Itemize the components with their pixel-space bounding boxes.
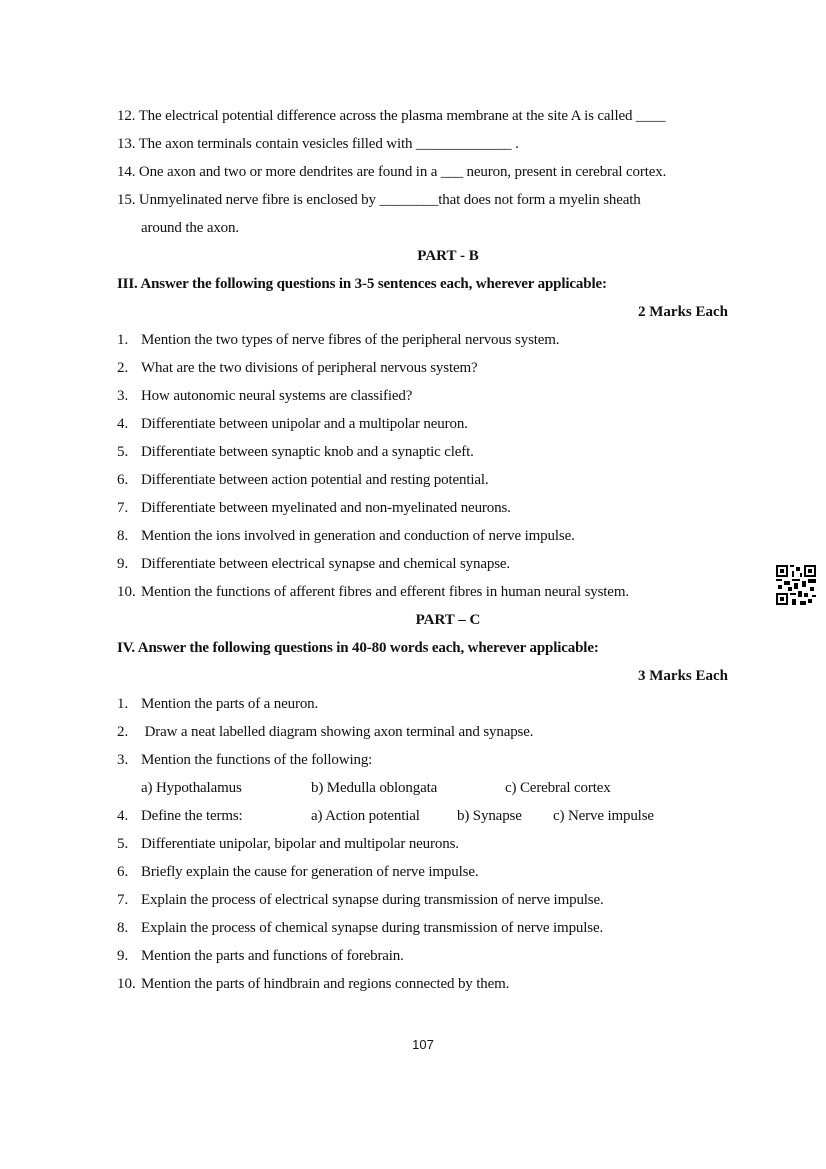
question-text: Differentiate between myelinated and non-myelinated neurons. [141, 500, 511, 516]
question-text: Differentiate unipolar, bipolar and multipolar neurons. [141, 836, 459, 852]
part-c-instruction: IV. Answer the following questions in 40-80 words each, wherever applicable: [117, 640, 599, 656]
question-text: Mention the parts of hindbrain and regions connected by them. [141, 976, 510, 992]
question-number: 6. [117, 864, 129, 880]
question-text: Mention the parts and functions of forebrain. [141, 948, 404, 964]
question-number: 2. [117, 360, 129, 376]
question-text: Mention the two types of nerve fibres of the peripheral nervous system. [141, 332, 560, 348]
question-14: 14. One axon and two or more dendrites are found in a ___ neuron, present in cerebral cortex. [117, 164, 667, 180]
question-number: 8. [117, 528, 129, 544]
question-text: Mention the ions involved in generation and conduction of nerve impulse. [141, 528, 575, 544]
part-c-marks: 3 Marks Each [638, 668, 728, 684]
question-number: 5. [117, 444, 129, 460]
question-number: 8. [117, 920, 129, 936]
question-text: How autonomic neural systems are classified? [141, 388, 413, 404]
question-text: Differentiate between action potential and resting potential. [141, 472, 489, 488]
question-number: 9. [117, 556, 129, 572]
question-text: Explain the process of chemical synapse during transmission of nerve impulse. [141, 920, 604, 936]
part-b-heading: PART - B [417, 248, 479, 264]
question-text: Mention the functions of afferent fibres and efferent fibres in human neural system. [141, 584, 629, 600]
question-text: What are the two divisions of peripheral nervous system? [141, 360, 478, 376]
question-number: 7. [117, 500, 129, 516]
option-c: c) Cerebral cortex [505, 780, 611, 796]
question-text: Differentiate between synaptic knob and a synaptic cleft. [141, 444, 474, 460]
question-number: 2. [117, 724, 129, 740]
option-c: c) Nerve impulse [553, 808, 654, 824]
question-text: Draw a neat labelled diagram showing axon terminal and synapse. [141, 724, 534, 740]
question-12: 12. The electrical potential difference across the plasma membrane at the site A is called ____ [117, 108, 666, 124]
question-text: Explain the process of electrical synapse during transmission of nerve impulse. [141, 892, 604, 908]
question-number: 1. [117, 696, 129, 712]
question-text: Differentiate between electrical synapse and chemical synapse. [141, 556, 510, 572]
question-number: 10. [117, 976, 136, 992]
question-number: 3. [117, 752, 129, 768]
question-text: Mention the functions of the following: [141, 752, 373, 768]
question-text: Mention the parts of a neuron. [141, 696, 319, 712]
question-13: 13. The axon terminals contain vesicles filled with _____________ . [117, 136, 519, 152]
option-a: a) Hypothalamus [141, 780, 242, 796]
option-a: a) Action potential [311, 808, 420, 824]
question-15-continued: around the axon. [141, 220, 239, 236]
question-number: 6. [117, 472, 129, 488]
page-number: 107 [412, 1037, 434, 1052]
part-b-instruction: III. Answer the following questions in 3-5 sentences each, wherever applicable: [117, 276, 607, 292]
question-text: Differentiate between unipolar and a multipolar neuron. [141, 416, 468, 432]
question-number: 9. [117, 948, 129, 964]
question-number: 1. [117, 332, 129, 348]
option-b: b) Synapse [457, 808, 522, 824]
question-number: 5. [117, 836, 129, 852]
question-number: 3. [117, 388, 129, 404]
question-15: 15. Unmyelinated nerve fibre is enclosed by ________that does not form a myelin sheath [117, 192, 641, 208]
part-b-marks: 2 Marks Each [638, 304, 728, 320]
question-number: 7. [117, 892, 129, 908]
part-c-heading: PART – C [415, 612, 481, 628]
question-number: 4. [117, 416, 129, 432]
qr-code-icon [776, 565, 816, 605]
question-text: Define the terms: [141, 808, 243, 824]
question-text: Briefly explain the cause for generation of nerve impulse. [141, 864, 479, 880]
question-number: 4. [117, 808, 129, 824]
question-number: 10. [117, 584, 136, 600]
option-b: b) Medulla oblongata [311, 780, 438, 796]
